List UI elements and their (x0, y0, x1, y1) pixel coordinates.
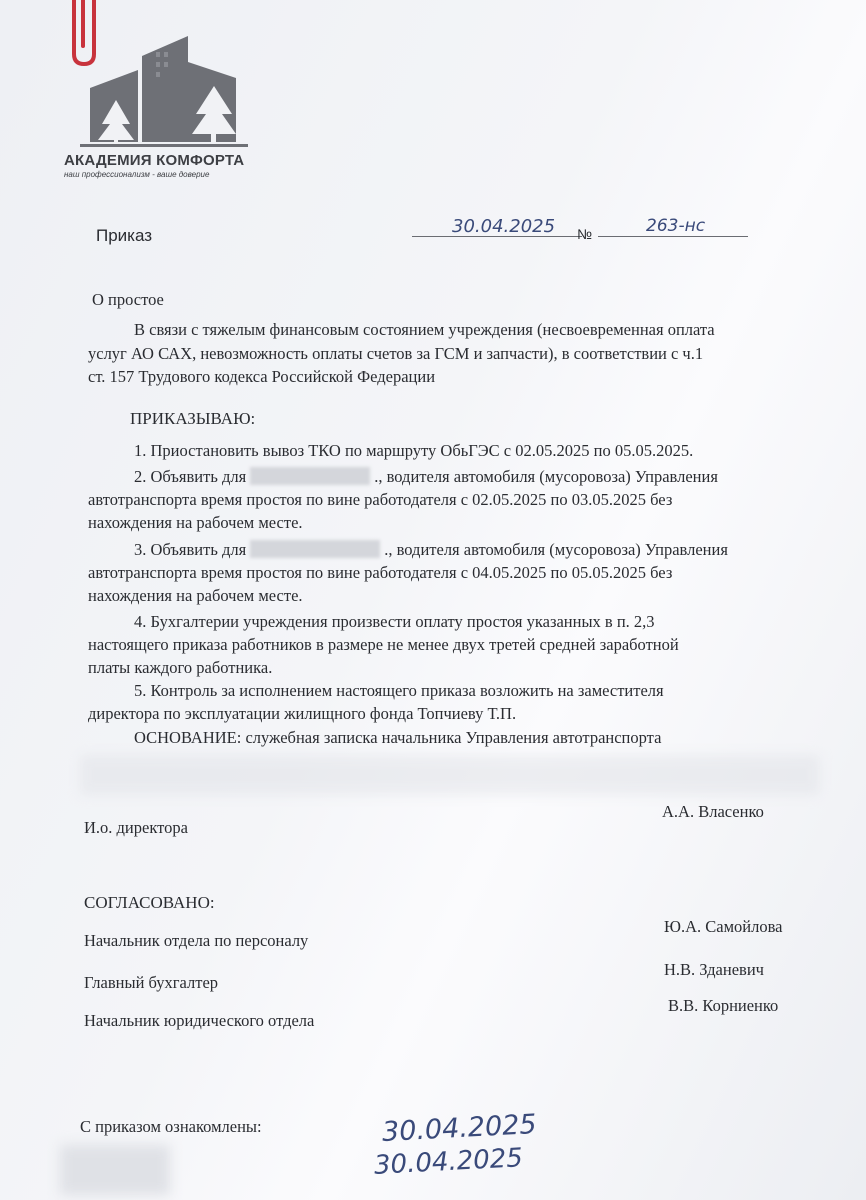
number-line (598, 236, 748, 237)
approver-name: Н.В. Зданевич (664, 960, 764, 979)
order-item-4: 4. Бухгалтерии учреждения произвести оплату простоя указанных в п. 2,3 (134, 612, 655, 631)
preamble-line: услуг АО САХ, невозможность оплаты счетов за ГСМ и запчасти), в соответствии с ч.1 (88, 344, 704, 363)
blurred-area (80, 755, 820, 795)
company-name: АКАДЕМИЯ КОМФОРТА (64, 152, 245, 169)
approver-name: В.В. Корниенко (668, 996, 779, 1015)
approver-title: Главный бухгалтер (84, 973, 219, 992)
basis: ОСНОВАНИЕ: служебная записка начальника Управления автотранспорта (134, 728, 662, 747)
order-item-2-line: нахождения на рабочем месте. (88, 513, 303, 532)
order-item-2-line: автотранспорта время простоя по вине работодателя с 02.05.2025 по 03.05.2025 без (88, 490, 673, 509)
acknowledged-label: С приказом ознакомлены: (80, 1117, 262, 1136)
approver-title: Начальник юридического отдела (84, 1011, 315, 1030)
order-item-2: 2. Объявить для ., водителя автомобиля (мусоровоза) Управления (134, 467, 718, 486)
order-item-3-line: автотранспорта время простоя по вине работодателя с 04.05.2025 по 05.05.2025 без (88, 563, 673, 582)
approved-heading: СОГЛАСОВАНО: (84, 893, 215, 912)
approver-name: Ю.А. Самойлова (664, 917, 783, 936)
preamble-line: ст. 157 Трудового кодекса Российской Федерации (88, 367, 436, 386)
signer-title: И.о. директора (84, 818, 188, 837)
order-number: 263-нс (646, 216, 706, 236)
order-item-5: 5. Контроль за исполнением настоящего приказа возложить на заместителя (134, 681, 664, 700)
subject: О простое (92, 290, 164, 309)
order-item-5-line: директора по эксплуатации жилищного фонда Топчиеву Т.П. (88, 704, 517, 723)
company-tagline: наш профессионализм - ваше доверие (64, 170, 210, 179)
order-item-3-line: нахождения на рабочем месте. (88, 586, 303, 605)
order-item-4-line: платы каждого работника. (88, 658, 273, 677)
preamble-line: В связи с тяжелым финансовым состоянием учреждения (несвоевременная оплата (134, 320, 715, 339)
order-item-3: 3. Объявить для ., водителя автомобиля (мусоровоза) Управления (134, 540, 728, 559)
order-item-4-line: настоящего приказа работников в размере не менее двух третей средней заработной (88, 635, 679, 654)
order-item-1: 1. Приостановить вывоз ТКО по маршруту ОбьГЭС с 02.05.2025 по 05.05.2025. (134, 441, 694, 460)
order-word: ПРИКАЗЫВАЮ: (130, 409, 256, 428)
approver-title: Начальник отдела по персоналу (84, 931, 309, 950)
redacted-name (250, 540, 380, 558)
signer-name: А.А. Власенко (662, 802, 764, 821)
number-label: № (577, 226, 593, 242)
acknowledged-date: 30.04.2025 (381, 1108, 538, 1149)
blurred-signatures (60, 1145, 170, 1195)
order-date: 30.04.2025 (452, 216, 556, 237)
acknowledged-date: 30.04.2025 (373, 1143, 524, 1181)
document-type: Приказ (96, 226, 153, 245)
redacted-name (250, 467, 370, 485)
